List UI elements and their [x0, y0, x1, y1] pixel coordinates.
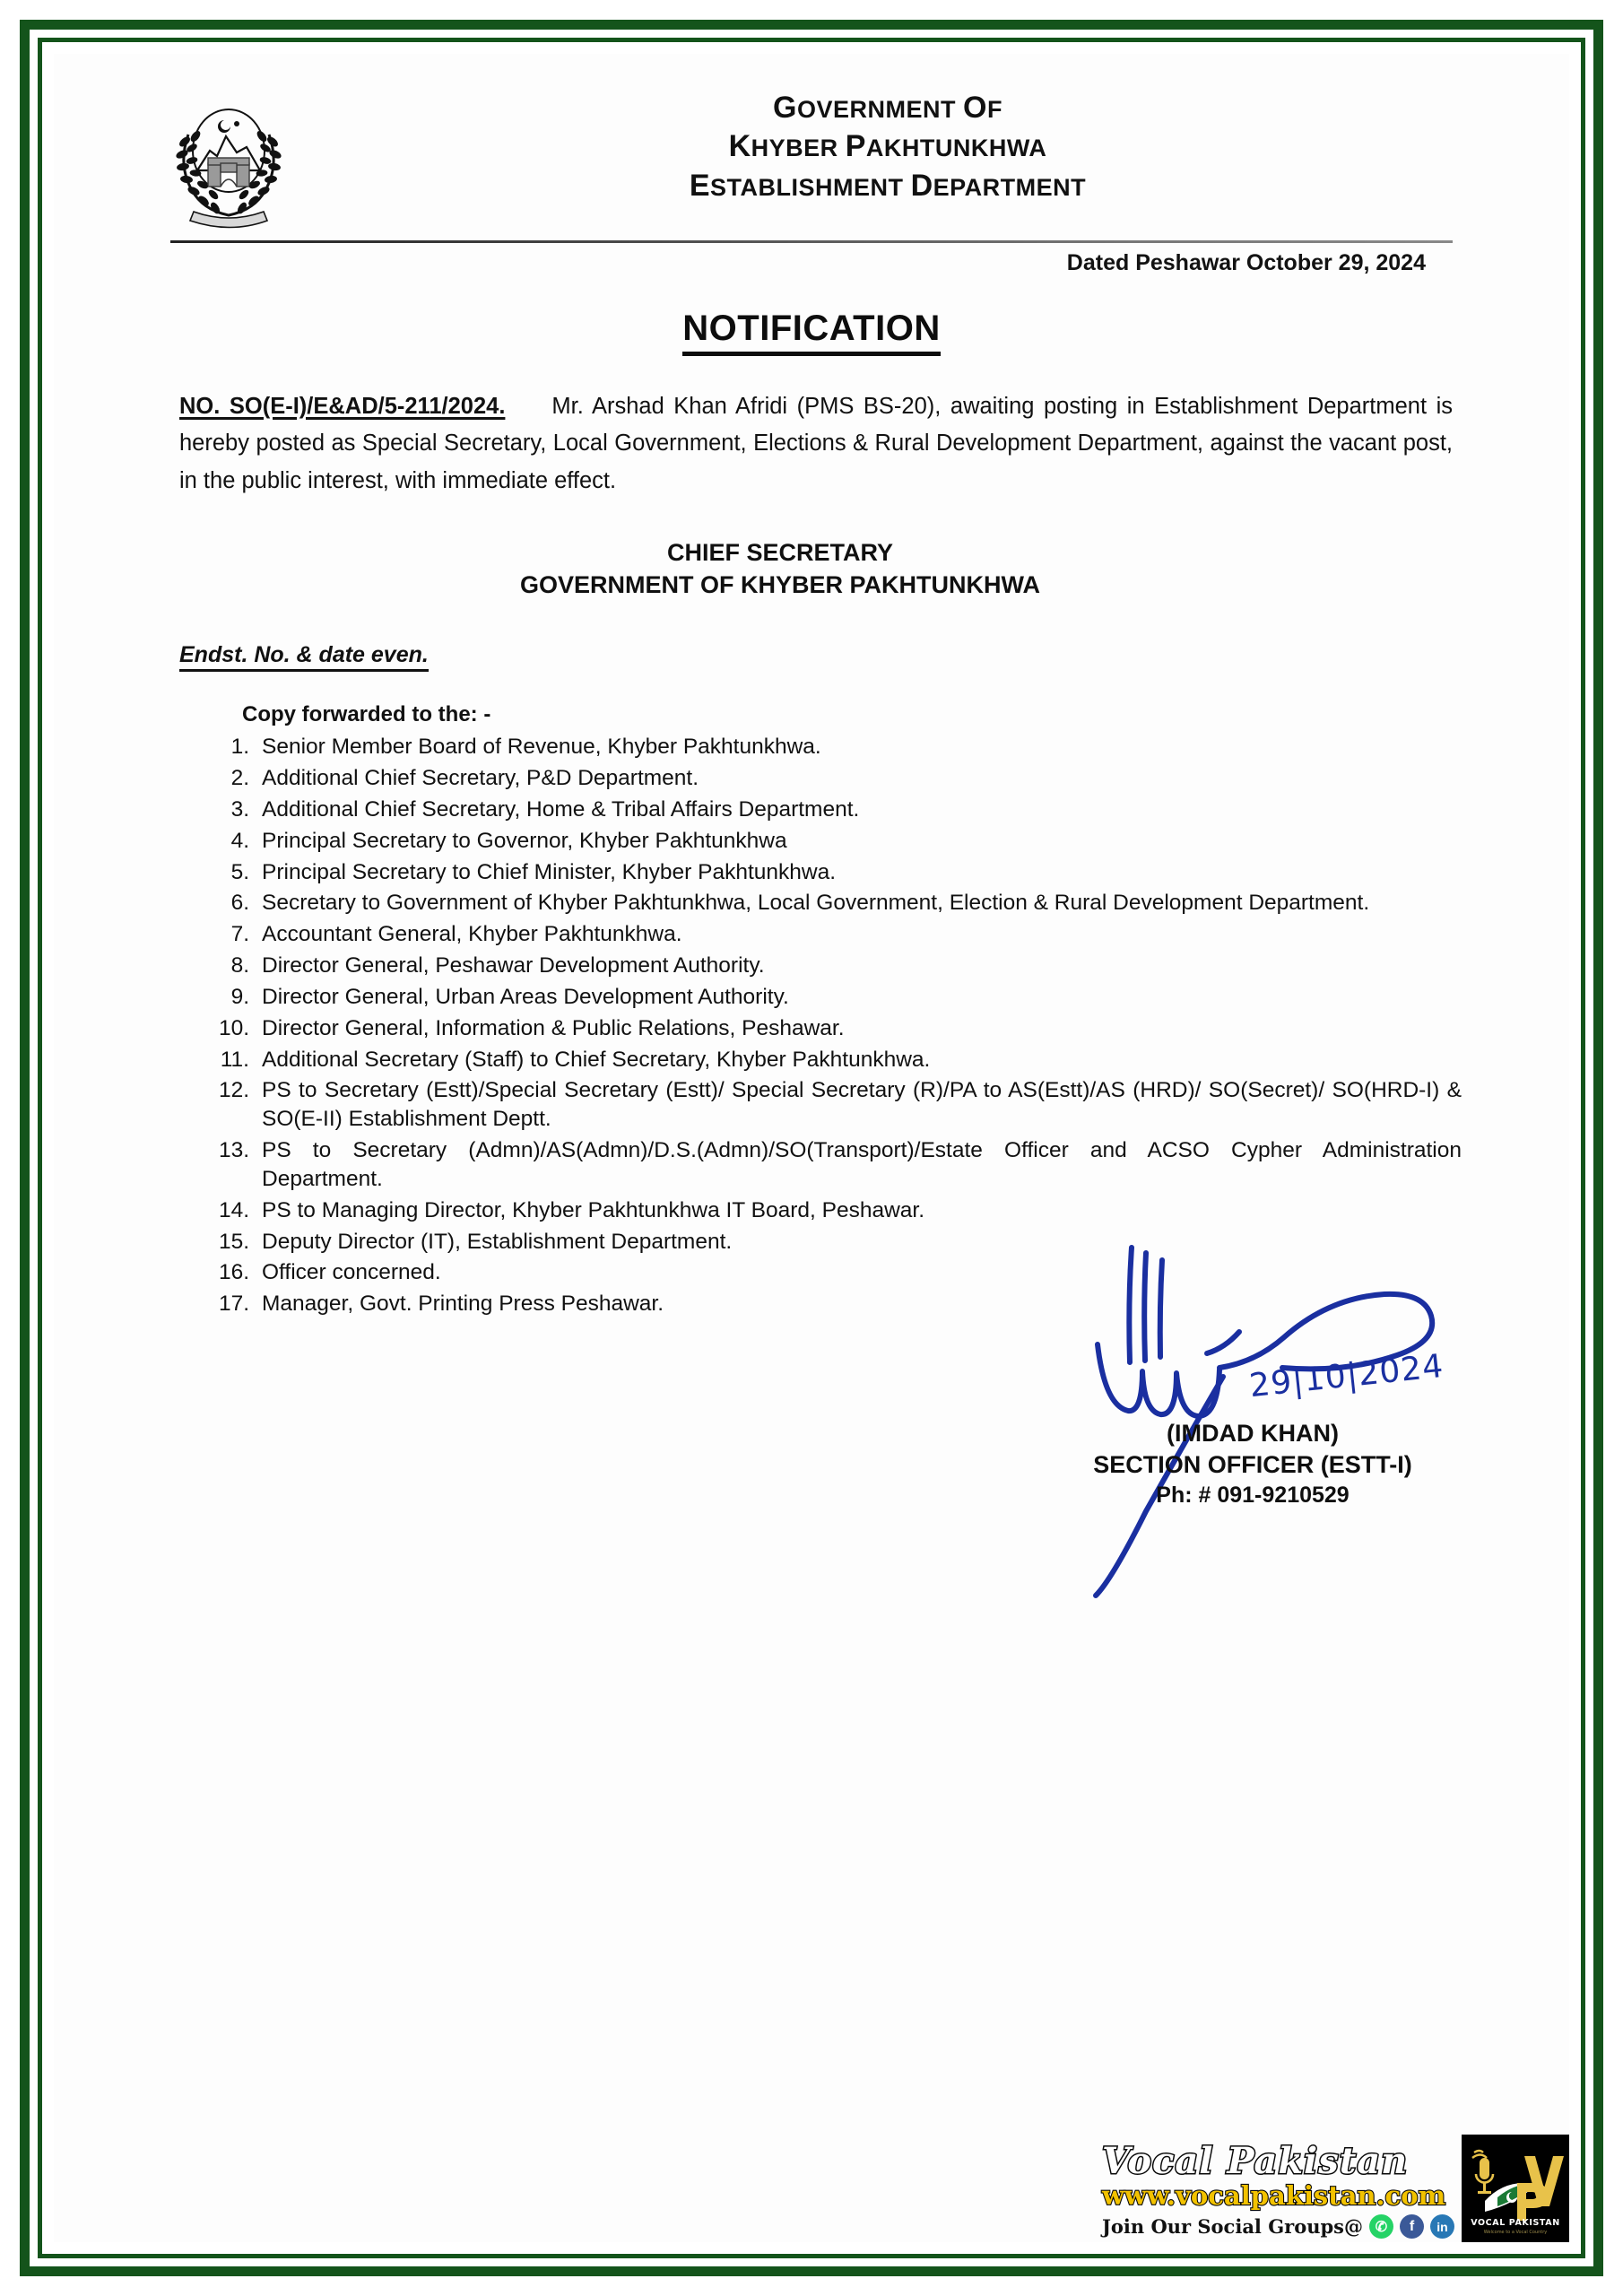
recipient-number: 1.	[230, 735, 249, 760]
recipient-number: 16.	[218, 1260, 249, 1285]
recipient-text: Additional Secretary (Staff) to Chief Secretary, Khyber Pakhtunkhwa.	[262, 1047, 931, 1072]
watermark-url[interactable]: www.vocalpakistan.com	[1101, 2179, 1446, 2211]
recipient-text: Manager, Govt. Printing Press Peshawar.	[262, 1292, 664, 1317]
recipient-number: 2.	[230, 765, 249, 790]
signature-block	[1042, 1418, 1463, 1510]
recipient-number: 8.	[230, 953, 249, 978]
letterhead	[54, 54, 1569, 231]
recipient-text: Officer concerned.	[262, 1260, 441, 1285]
recipient-item	[215, 983, 1462, 1012]
org-line-government: GOVERNMENT OF	[773, 91, 1002, 125]
page-title: NOTIFICATION	[682, 309, 940, 356]
dated-line: Dated Peshawar October 29, 2024	[1066, 250, 1426, 275]
recipient-item	[215, 952, 1462, 980]
authority-line-1: CHIEF SECRETARY	[666, 538, 894, 566]
recipient-number: 11.	[220, 1047, 249, 1072]
recipient-number: 9.	[230, 984, 249, 1009]
signing-authority	[54, 537, 1569, 601]
signatory-designation: SECTION OFFICER (ESTT-I)	[1093, 1451, 1412, 1479]
recipient-item	[215, 920, 1462, 949]
handwritten-date: 29|10|2024	[1246, 1347, 1445, 1405]
government-emblem-icon	[161, 81, 296, 231]
org-line-department: ESTABLISHMENT DEPARTMENT	[689, 168, 1087, 203]
watermark-text	[1101, 2139, 1462, 2242]
logo-tagline: Welcome to a Vocal Country	[1483, 2230, 1548, 2235]
recipient-item	[215, 1136, 1462, 1194]
recipient-item	[215, 1014, 1462, 1043]
reference-number: NO. SO(E-I)/E&AD/5-211/2024.	[179, 394, 506, 419]
recipient-number: 17.	[218, 1292, 249, 1317]
recipient-text: Principal Secretary to Chief Minister, Khyber Pakhtunkhwa.	[262, 859, 837, 884]
recipient-item	[215, 1076, 1462, 1134]
recipient-number: 5.	[230, 859, 249, 884]
recipient-number: 15.	[218, 1229, 249, 1254]
recipient-item	[215, 733, 1462, 761]
recipient-text: PS to Managing Director, Khyber Pakhtunkhwa IT Board, Peshawar.	[262, 1197, 925, 1222]
recipient-text: Additional Chief Secretary, P&D Department.	[262, 765, 699, 790]
recipients-list	[215, 733, 1462, 1318]
recipient-text: Principal Secretary to Governor, Khyber Pakhtunkhwa	[262, 828, 787, 853]
recipient-number: 14.	[218, 1197, 249, 1222]
join-groups-label: Join Our Social Groups@	[1101, 2215, 1363, 2238]
recipient-text: Director General, Urban Areas Development Authority.	[262, 984, 789, 1009]
vocal-pakistan-logo-icon[interactable]	[1462, 2135, 1569, 2242]
recipient-item	[215, 827, 1462, 856]
recipient-item	[215, 1196, 1462, 1225]
facebook-icon[interactable]: f	[1400, 2214, 1424, 2239]
watermark-social-row	[1102, 2214, 1454, 2239]
watermark-title: Vocal Pakistan	[1101, 2139, 1409, 2182]
recipient-item	[215, 1228, 1462, 1257]
signatory-name: (IMDAD KHAN)	[1167, 1420, 1339, 1448]
signature-zone	[54, 1309, 1569, 1605]
recipient-item	[215, 1046, 1462, 1074]
recipient-text: Senior Member Board of Revenue, Khyber Pakhtunkhwa.	[262, 735, 821, 760]
notification-body-text: Mr. Arshad Khan Afridi (PMS BS-20), awaiting posting in Establishment Department is hereby posted as Special Secretary, Local Government, Elections & Rural Development Department, against the vacant post, in the public interest, with immediate effect.	[179, 394, 1454, 493]
recipient-text: Director General, Peshawar Development Authority.	[262, 953, 765, 978]
recipient-number: 3.	[230, 796, 249, 822]
endorsement-section	[54, 601, 1569, 1318]
recipient-number: 13.	[218, 1138, 249, 1163]
endorsement-label: Endst. No. & date even.	[179, 642, 429, 672]
recipient-text: Accountant General, Khyber Pakhtunkhwa.	[262, 922, 682, 947]
recipient-item	[215, 764, 1462, 793]
recipient-item	[215, 796, 1462, 824]
logo-label: VOCAL PAKISTAN	[1471, 2218, 1560, 2228]
notification-body	[179, 388, 1453, 500]
recipient-item	[215, 889, 1462, 918]
notification-heading-wrap	[54, 309, 1569, 356]
recipient-number: 6.	[230, 891, 249, 916]
recipient-text: PS to Secretary (Admn)/AS(Admn)/D.S.(Admn)/SO(Transport)/Estate Officer and ACSO Cypher Administration Department.	[262, 1138, 1462, 1191]
recipient-text: Secretary to Government of Khyber Pakhtunkhwa, Local Government, Election & Rural Development Department.	[262, 891, 1370, 916]
linkedin-icon[interactable]: in	[1430, 2214, 1454, 2239]
signatory-phone: Ph: # 091-9210529	[1156, 1483, 1350, 1509]
recipient-number: 12.	[218, 1078, 249, 1103]
recipient-number: 10.	[218, 1015, 249, 1040]
recipient-text: Director General, Information & Public Relations, Peshawar.	[262, 1015, 845, 1040]
copy-forwarded-header: Copy forwarded to the: -	[242, 702, 491, 727]
authority-line-2: GOVERNMENT OF KHYBER PAKHTUNKHWA	[520, 570, 1040, 598]
recipient-item	[215, 858, 1462, 887]
recipient-text: PS to Secretary (Estt)/Special Secretary (Estt)/ Special Secretary (R)/PA to AS(Estt)/AS (HRD)/ SO(Secret)/ SO(HRD-I) & SO(E-II) Establishment Deptt.	[262, 1078, 1462, 1132]
recipient-text: Additional Chief Secretary, Home & Tribal Affairs Department.	[262, 796, 860, 822]
vocal-pakistan-watermark[interactable]	[1102, 2127, 1569, 2242]
organisation-titles	[296, 81, 1515, 204]
org-line-province: KHYBER PAKHTUNKHWA	[728, 129, 1047, 164]
whatsapp-icon[interactable]: ✆	[1369, 2214, 1393, 2239]
recipient-number: 7.	[230, 922, 249, 947]
recipient-text: Deputy Director (IT), Establishment Department.	[262, 1229, 733, 1254]
recipient-number: 4.	[230, 828, 249, 853]
scanned-document-sheet	[54, 54, 1569, 2242]
recipient-item	[215, 1258, 1462, 1287]
